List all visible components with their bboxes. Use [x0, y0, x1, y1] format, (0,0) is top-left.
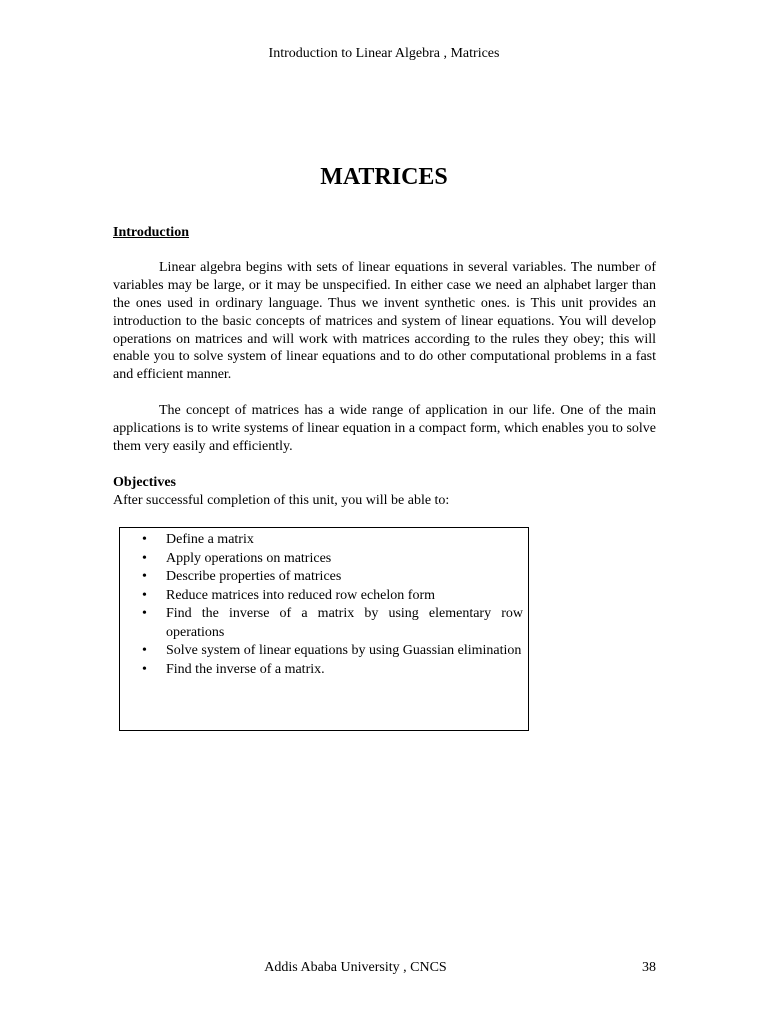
objectives-list: [120, 528, 528, 679]
bullet-icon: •: [142, 643, 147, 658]
objective-item: [120, 661, 523, 680]
page-number: 38: [642, 960, 656, 975]
objective-item: [120, 605, 523, 642]
objective-item: [120, 568, 523, 587]
objective-text: Define a matrix: [166, 532, 254, 547]
objective-text: Find the inverse of a matrix.: [166, 661, 325, 677]
introduction-heading: Introduction: [113, 225, 189, 240]
page-title: MATRICES: [320, 164, 448, 190]
running-header: Introduction to Linear Algebra , Matrices: [268, 46, 500, 61]
objective-item: [120, 587, 523, 606]
objective-text: Find the inverse of a matrix by using elementary row operations: [166, 606, 523, 640]
objectives-intro: After successful completion of this unit, you will be able to:: [113, 492, 450, 508]
objective-item: [120, 642, 523, 661]
introduction-paragraph-2: The concept of matrices has a wide range of application in our life. One of the main applications is to write systems of linear equation in a compact form, which enables you to solve them very easily and efficiently.: [113, 403, 656, 455]
objective-text: Reduce matrices into reduced row echelon form: [166, 587, 436, 603]
objective-text: Solve system of linear equations by using Guassian elimination: [166, 643, 522, 658]
bullet-icon: •: [142, 661, 147, 677]
objective-item: [120, 531, 523, 550]
footer-institution: Addis Ababa University , CNCS: [264, 960, 447, 975]
bullet-icon: •: [142, 532, 147, 547]
bullet-icon: •: [142, 587, 147, 603]
introduction-paragraph-1: Linear algebra begins with sets of linear equations in several variables. The number of variables may be large, or it may be unspecified. In either case we need an alphabet larger than the ones used in ordinary language. Thus we invent synthetic ones. is This unit provides an introduction to the basic concepts of matrices and system of linear equations. You will develop operations on matrices and will work with matrices according to the rules they obey; this will enable you to solve system of linear equations and to do other computational problems in a fast and efficient manner.: [113, 259, 656, 383]
objectives-box: [119, 527, 529, 731]
objectives-heading: Objectives: [113, 474, 176, 490]
bullet-icon: •: [142, 569, 147, 584]
objective-text: Describe properties of matrices: [166, 569, 342, 584]
bullet-icon: •: [142, 550, 147, 566]
objective-item: [120, 550, 523, 569]
objective-text: Apply operations on matrices: [166, 550, 332, 566]
main-content: [113, 224, 656, 510]
bullet-icon: •: [142, 606, 147, 621]
